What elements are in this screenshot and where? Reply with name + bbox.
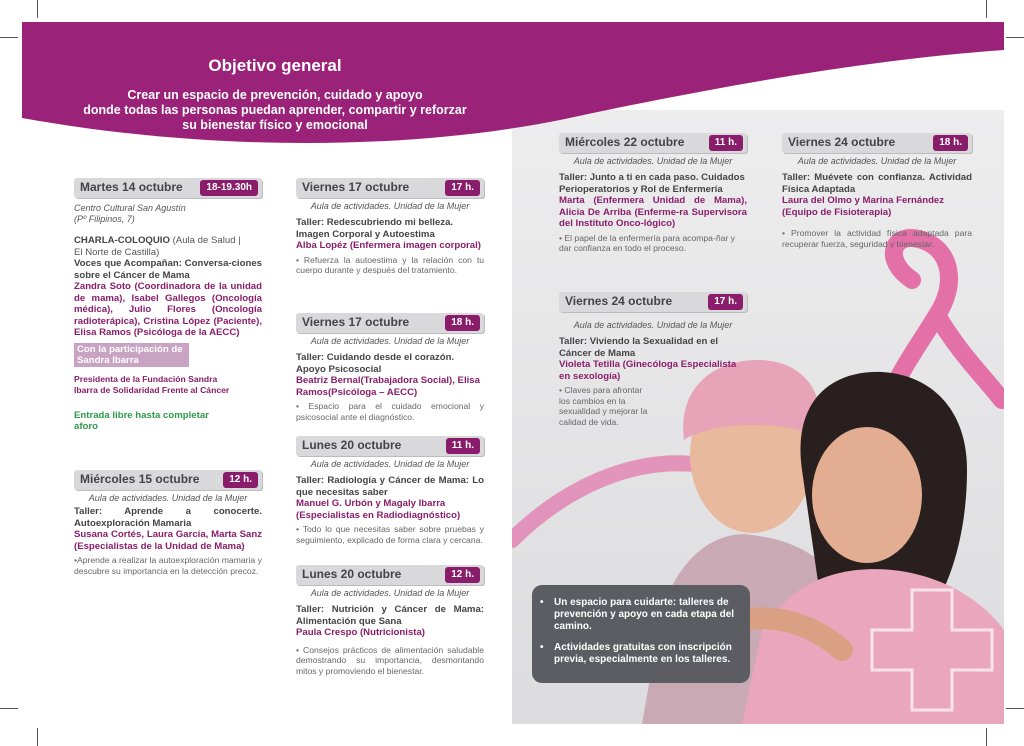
event-title: Taller: Cuidando desde el corazón. Apoyo Psicosocial (296, 352, 455, 375)
event-place: Aula de actividades. Unidad de la Mujer (573, 320, 733, 330)
event-date-tag (74, 470, 262, 490)
info-list (550, 597, 738, 666)
event-description: • Espacio para el cuidado emocional y psicosocial ante el diagnóstico. (296, 401, 484, 422)
presidenta-line: Ibarra de Solidaridad Frente al Cáncer (74, 384, 230, 395)
event-title: Taller: Aprende a conocerte. Autoexploración Mamaria (74, 506, 262, 529)
event-speakers: Beatriz Bernal(Trabajadora Social), Elisa Ramos(Psicóloga – AECC) (296, 375, 480, 398)
event-description: • Todo lo que necesitas saber sobre pruebas y seguimiento, explicado de forma clara y cercana. (296, 524, 484, 545)
event-day: Lunes 20 octubre (302, 438, 402, 452)
page-title: Objetivo general (208, 56, 342, 75)
event-date-tag (559, 133, 747, 153)
event-title: Taller: Redescubriendo mi belleza. Imagen Corporal y Autoestima (296, 217, 454, 240)
event-description: • Refuerza la autoestima y la relación con tu cuerpo durante y después del tratamiento. (296, 254, 484, 275)
event-place: Aula de actividades. Unidad de la Mujer (310, 588, 470, 598)
event-place-line: Centro Cultural San Agustín (74, 203, 186, 213)
event-lunes-20-b (296, 565, 484, 676)
event-place-line: (Pº Filipinos, 7) (74, 214, 135, 224)
event-title: Taller: Viviendo la Sexualidad en el Cáncer de Mama (559, 336, 719, 359)
charla-label: CHARLA-COLOQUIO (74, 235, 170, 246)
event-viernes-17-b (296, 313, 484, 422)
event-title: Taller: Muévete con confianza. Actividad Física Adaptada (782, 172, 972, 195)
event-time: 18 h. (933, 135, 968, 151)
event-date-tag (559, 292, 747, 312)
header-text (40, 56, 510, 133)
participation-line: Sandra Ibarra (77, 354, 139, 366)
event-time: 11 h. (446, 438, 480, 454)
event-speakers: Alba Lopéz (Enfermera imagen corporal) (296, 240, 481, 251)
event-time: 17 h. (708, 294, 743, 310)
event-day: Miércoles 15 octubre (80, 472, 200, 486)
event-place (74, 203, 262, 225)
event-date-tag (296, 565, 484, 585)
event-title: Taller: Nutrición y Cáncer de Mama: Alimentación que Sana (296, 604, 484, 627)
event-speakers: Manuel G. Urbón y Magaly Ibarra (Especialistas en Radiodiagnóstico) (296, 498, 461, 521)
objective-line-3: su bienestar físico y emocional (182, 118, 368, 132)
event-day: Viernes 17 octubre (302, 315, 410, 329)
event-place: Aula de actividades. Unidad de la Mujer (797, 156, 957, 166)
crop-mark (986, 728, 987, 746)
event-description: • Promover la actividad física adaptada para recuperar fuerza, seguridad y bienestar. (782, 228, 972, 249)
event-day: Viernes 24 octubre (565, 294, 673, 308)
info-box (532, 585, 750, 683)
event-title: Taller: Radiología y Cáncer de Mama: Lo que necesitas saber (296, 475, 484, 498)
event-day: Lunes 20 octubre (302, 567, 402, 581)
event-description: • Consejos prácticos de alimentación saludable demostrando su importancia, desmontando mitos y promoviendo el bienestar. (296, 644, 484, 676)
event-time: 11 h. (709, 135, 743, 151)
crop-mark (1006, 708, 1024, 709)
event-date-tag (296, 436, 484, 456)
event-place: Aula de actividades. Unidad de la Mujer (573, 156, 733, 166)
entrada-line: aforo (74, 421, 98, 432)
event-time: 18-19.30h (200, 180, 258, 196)
event-time: 18 h. (445, 315, 480, 331)
event-time: 17 h. (445, 180, 480, 196)
event-speakers: Laura del Olmo y Marina Fernández (Equipo de Fisioterapia) (782, 195, 945, 218)
presidenta-line: Presidenta de la Fundación Sandra (74, 373, 218, 384)
event-description: •Aprende a realizar la autoexploración mamaria y descubre su importancia en la detección precoz. (74, 555, 262, 576)
event-day: Martes 14 octubre (80, 180, 183, 194)
event-date-tag (296, 178, 484, 198)
event-date-tag (296, 313, 484, 333)
entrada-libre-note (74, 410, 262, 433)
event-speakers: Susana Cortés, Laura García, Marta Sanz (Especialistas de la Unidad de Mama) (74, 529, 262, 552)
entrada-line: Entrada libre hasta completar (74, 409, 209, 421)
event-day: Viernes 17 octubre (302, 180, 410, 194)
info-item: • Actividades gratuitas con inscripción previa, especialmente en los talleres. (550, 642, 738, 666)
crop-mark (37, 728, 38, 746)
event-martes-14 (74, 178, 262, 433)
event-place: Aula de actividades. Unidad de la Mujer (310, 336, 470, 346)
charla-organizer: El Norte de Castilla) (74, 246, 160, 258)
charla-title (74, 235, 262, 258)
objective-line-1: Crear un espacio de prevención, cuidado y apoyo (127, 88, 423, 102)
event-viernes-24-a (559, 292, 747, 427)
event-title: Taller: Junto a ti en cada paso. Cuidados Perioperatorios y Rol de Enfermería (559, 172, 745, 195)
event-speakers: Marta (Enfermera Unidad de Mama), Alicia De Arriba (Enferme-ra Supervisora del Instituto Onco-lógico) (559, 195, 747, 229)
event-description: • El papel de la enfermería para acompa-ñar y dar confianza en todo el proceso. (559, 232, 735, 253)
event-viernes-17-a (296, 178, 484, 276)
event-miercoles-22 (559, 133, 747, 254)
event-date-tag (74, 178, 262, 198)
participation-line: Con la participación de (77, 343, 183, 355)
event-description: • Claves para afrontar los cambios en la sexualidad y mejorar la calidad de vida. (559, 385, 648, 427)
crop-mark (0, 708, 18, 709)
event-place: Aula de actividades. Unidad de la Mujer (310, 459, 470, 469)
presidenta-note (74, 374, 262, 396)
event-title: Voces que Acompañan: Conversa-ciones sobre el Cáncer de Mama (74, 258, 262, 281)
event-lunes-20-a (296, 436, 484, 545)
event-miercoles-15 (74, 470, 262, 576)
objective-line-2: donde todas las personas puedan aprender, compartir y reforzar (83, 103, 467, 117)
event-date-tag (782, 133, 972, 153)
event-speakers: Paula Crespo (Nutricionista) (296, 627, 426, 638)
event-time: 12 h. (445, 567, 480, 583)
event-speakers: Zandra Soto (Coordinadora de la unidad de mama), Isabel Gallegos (Oncología médica), Julio Flores (Oncología radioterápica), Cristina López (Paciente), Elisa Ramos (Psicóloga de la AECC) (74, 281, 262, 338)
event-place: Aula de actividades. Unidad de la Mujer (310, 201, 470, 211)
event-time: 12 h. (223, 472, 258, 488)
participation-badge (74, 343, 189, 367)
event-viernes-24-b (782, 133, 972, 249)
event-speakers: Violeta Tetilla (Ginecóloga Especialista en sexología) (559, 359, 737, 382)
event-place: Aula de actividades. Unidad de la Mujer (88, 493, 248, 503)
charla-organizer: (Aula de Salud | (169, 235, 241, 246)
info-item: • Un espacio para cuidarte: talleres de prevención y apoyo en cada etapa del camino. (550, 597, 738, 633)
event-day: Miércoles 22 octubre (565, 135, 685, 149)
event-day: Viernes 24 octubre (788, 135, 896, 149)
